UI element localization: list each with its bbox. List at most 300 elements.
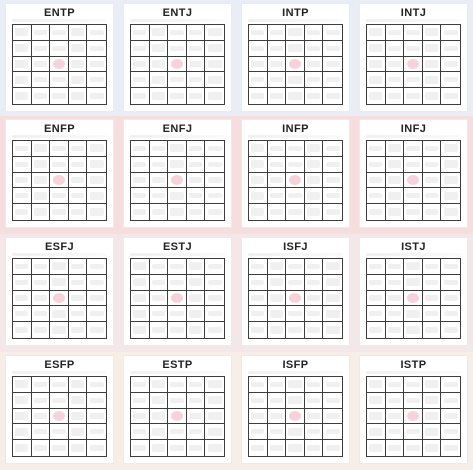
bingo-cell [268, 259, 287, 275]
cell-text-placeholder [133, 162, 146, 167]
cell-text-placeholder [170, 46, 183, 51]
cell-text-placeholder [326, 30, 340, 35]
cell-text-placeholder [71, 428, 84, 436]
bingo-card-title: ENTP [44, 7, 75, 19]
bingo-cell [404, 377, 423, 393]
cell-text-placeholder [15, 146, 28, 151]
cell-text-placeholder [152, 60, 165, 68]
bingo-cell [305, 204, 324, 220]
cell-text-placeholder [307, 382, 320, 387]
bingo-cell [50, 322, 69, 338]
bingo-cell [32, 157, 51, 173]
bingo-cell [69, 173, 88, 189]
bingo-cell [69, 409, 88, 425]
cell-text-placeholder [388, 398, 401, 403]
cell-text-placeholder [288, 327, 301, 333]
cell-text-placeholder [170, 30, 183, 35]
bingo-cell [187, 424, 206, 440]
cell-text-placeholder [71, 444, 84, 453]
bingo-cell [367, 41, 386, 57]
cell-text-placeholder [189, 326, 202, 335]
bingo-cell [249, 322, 268, 338]
center-mark [289, 411, 302, 422]
bingo-cell [131, 157, 150, 173]
bingo-cell [404, 72, 423, 88]
bingo-cell [367, 440, 386, 456]
bingo-cell [13, 173, 32, 189]
bingo-cell [87, 322, 106, 338]
bingo-cell [32, 41, 51, 57]
cell-text-placeholder [326, 413, 340, 418]
bingo-cell [249, 41, 268, 57]
cell-text-placeholder [152, 162, 165, 167]
bingo-cell [441, 275, 460, 291]
bingo-card [359, 355, 468, 464]
cell-text-placeholder [388, 93, 401, 99]
cell-text-placeholder [152, 327, 165, 333]
bingo-cell [386, 377, 405, 393]
bingo-cell [69, 306, 88, 322]
bingo-cell [441, 377, 460, 393]
bingo-cell [423, 173, 442, 189]
bingo-card-title: INFJ [400, 123, 427, 135]
bingo-cell [441, 424, 460, 440]
bingo-grid [248, 140, 343, 221]
bingo-cell [249, 377, 268, 393]
cell-text-placeholder [170, 398, 183, 403]
cell-text-placeholder [388, 160, 401, 168]
cell-text-placeholder [52, 429, 65, 434]
cell-text-placeholder [288, 28, 301, 36]
cell-text-placeholder [208, 327, 222, 333]
bingo-cell [131, 173, 150, 189]
bingo-cell [386, 57, 405, 73]
cell-text-placeholder [90, 311, 104, 316]
bingo-card [123, 119, 232, 228]
cell-text-placeholder [388, 445, 401, 451]
bingo-cell [441, 57, 460, 73]
bingo-cell [50, 409, 69, 425]
cell-text-placeholder [189, 177, 202, 182]
cell-text-placeholder [133, 146, 146, 151]
cell-text-placeholder [369, 92, 382, 101]
bingo-cell [423, 72, 442, 88]
cell-text-placeholder [133, 209, 146, 215]
bingo-cell [69, 188, 88, 204]
cell-text-placeholder [208, 444, 222, 453]
cell-text-placeholder [90, 192, 104, 200]
bingo-cell [87, 259, 106, 275]
cell-text-placeholder [369, 264, 382, 269]
cell-text-placeholder [15, 28, 28, 36]
bingo-cell [131, 322, 150, 338]
cell-text-placeholder [15, 428, 28, 436]
cell-text-placeholder [307, 208, 320, 217]
bingo-cell [69, 322, 88, 338]
bingo-cell [367, 157, 386, 173]
bingo-cell [249, 204, 268, 220]
cell-text-placeholder [15, 295, 28, 300]
bingo-cell [367, 72, 386, 88]
cell-text-placeholder [251, 398, 264, 403]
bingo-cell [268, 88, 287, 104]
cell-text-placeholder [71, 412, 84, 420]
cell-text-placeholder [369, 311, 382, 316]
cell-text-placeholder [251, 445, 264, 451]
cell-text-placeholder [326, 429, 340, 434]
bingo-cell [87, 57, 106, 73]
bingo-cell [150, 409, 169, 425]
bingo-cell [386, 25, 405, 41]
bingo-cell [13, 440, 32, 456]
cell-text-placeholder [34, 61, 47, 66]
cell-text-placeholder [170, 264, 183, 269]
cell-text-placeholder [251, 77, 264, 82]
bingo-cell [150, 188, 169, 204]
cell-text-placeholder [152, 92, 165, 101]
center-mark [407, 175, 420, 186]
bingo-cell [423, 393, 442, 409]
cell-text-placeholder [326, 398, 340, 403]
skyline-decoration [12, 19, 107, 22]
bingo-cell [32, 188, 51, 204]
bingo-cell [150, 72, 169, 88]
bingo-cell [286, 57, 305, 73]
bingo-grid [366, 140, 461, 221]
bingo-cell [205, 204, 224, 220]
bingo-cell [32, 440, 51, 456]
cell-text-placeholder [189, 413, 202, 418]
cell-text-placeholder [326, 46, 340, 51]
cell-text-placeholder [270, 146, 283, 151]
cell-text-placeholder [307, 429, 320, 434]
cell-text-placeholder [326, 162, 340, 167]
bingo-cell [367, 306, 386, 322]
bingo-cell [249, 88, 268, 104]
cell-text-placeholder [52, 146, 65, 151]
cell-text-placeholder [288, 311, 301, 316]
bingo-cell [441, 173, 460, 189]
cell-text-placeholder [288, 76, 301, 84]
bingo-cell [168, 188, 187, 204]
cell-text-placeholder [152, 146, 165, 151]
cell-text-placeholder [270, 278, 283, 286]
bingo-cell [323, 259, 342, 275]
cell-text-placeholder [90, 93, 104, 99]
bingo-cell [205, 57, 224, 73]
cell-text-placeholder [71, 380, 84, 388]
bingo-cell [205, 188, 224, 204]
bingo-cell [168, 306, 187, 322]
bingo-cell [187, 259, 206, 275]
bingo-card-title: ENFJ [162, 123, 193, 135]
bingo-card [123, 355, 232, 464]
skyline-decoration [12, 371, 107, 374]
bingo-cell [367, 409, 386, 425]
bingo-grid [366, 258, 461, 339]
bingo-cell [69, 41, 88, 57]
bingo-cell [404, 322, 423, 338]
bingo-cell [87, 141, 106, 157]
bingo-cell [168, 72, 187, 88]
cell-text-placeholder [444, 413, 458, 418]
cell-text-placeholder [152, 412, 165, 420]
skyline-decoration [12, 135, 107, 138]
bingo-cell [286, 424, 305, 440]
bingo-cell [13, 141, 32, 157]
bingo-cell [69, 424, 88, 440]
bingo-cell [404, 275, 423, 291]
cell-text-placeholder [307, 46, 320, 51]
cell-text-placeholder [444, 264, 458, 269]
bingo-cell [32, 377, 51, 393]
bingo-cell [168, 322, 187, 338]
cell-text-placeholder [251, 280, 264, 285]
bingo-cell [150, 393, 169, 409]
bingo-cell [131, 306, 150, 322]
cell-text-placeholder [444, 77, 458, 82]
bingo-cell [69, 259, 88, 275]
bingo-cell [305, 409, 324, 425]
cell-text-placeholder [71, 209, 84, 215]
cell-text-placeholder [388, 30, 401, 35]
bingo-cell [323, 141, 342, 157]
cell-text-placeholder [307, 413, 320, 418]
cell-text-placeholder [15, 162, 28, 167]
cell-text-placeholder [189, 77, 202, 82]
cell-text-placeholder [425, 177, 438, 182]
cell-text-placeholder [52, 193, 65, 198]
cell-text-placeholder [251, 192, 264, 200]
bingo-cell [50, 88, 69, 104]
bingo-cell [69, 141, 88, 157]
cell-text-placeholder [425, 396, 438, 404]
cell-text-placeholder [270, 30, 283, 35]
skyline-decoration [248, 371, 343, 374]
cell-text-placeholder [52, 382, 65, 387]
bingo-cell [367, 173, 386, 189]
cell-text-placeholder [406, 77, 419, 82]
bingo-cell [32, 424, 51, 440]
cell-text-placeholder [425, 92, 438, 101]
cell-text-placeholder [208, 412, 222, 420]
bingo-card [359, 119, 468, 228]
bingo-cell [87, 157, 106, 173]
cell-text-placeholder [189, 162, 202, 167]
bingo-cell [305, 306, 324, 322]
cell-text-placeholder [307, 77, 320, 82]
bingo-cell [131, 41, 150, 57]
bingo-cell [187, 393, 206, 409]
bingo-cell [404, 57, 423, 73]
cell-text-placeholder [369, 146, 382, 151]
cell-text-placeholder [425, 28, 438, 36]
cell-text-placeholder [152, 444, 165, 453]
cell-text-placeholder [71, 146, 84, 151]
cell-text-placeholder [208, 396, 222, 404]
cell-text-placeholder [369, 28, 382, 36]
cell-text-placeholder [307, 295, 320, 300]
cell-text-placeholder [15, 44, 28, 52]
bingo-cell [286, 275, 305, 291]
bingo-cell [187, 204, 206, 220]
bingo-grid [248, 376, 343, 457]
bingo-cell [205, 291, 224, 307]
cell-text-placeholder [71, 327, 84, 333]
bingo-cell [150, 377, 169, 393]
bingo-cell [323, 409, 342, 425]
bingo-cell [323, 322, 342, 338]
bingo-cell [286, 440, 305, 456]
cell-text-placeholder [406, 93, 419, 99]
bingo-cell [50, 377, 69, 393]
cell-text-placeholder [307, 327, 320, 333]
cell-text-placeholder [444, 30, 458, 35]
bingo-cell [69, 393, 88, 409]
cell-text-placeholder [369, 177, 382, 182]
bingo-cell [404, 291, 423, 307]
cell-text-placeholder [326, 93, 340, 99]
center-mark [171, 411, 184, 422]
bingo-cell [286, 157, 305, 173]
bingo-cell [69, 157, 88, 173]
cell-text-placeholder [52, 46, 65, 51]
cell-text-placeholder [388, 311, 401, 316]
bingo-cell [423, 259, 442, 275]
cell-text-placeholder [369, 162, 382, 167]
cell-text-placeholder [71, 396, 84, 404]
cell-text-placeholder [152, 280, 165, 285]
bingo-cell [367, 259, 386, 275]
cell-text-placeholder [369, 327, 382, 333]
cell-text-placeholder [189, 398, 202, 403]
cell-text-placeholder [133, 46, 146, 51]
bingo-cell [50, 41, 69, 57]
cell-text-placeholder [326, 77, 340, 82]
cell-text-placeholder [71, 280, 84, 285]
cell-text-placeholder [170, 93, 183, 99]
bingo-cell [323, 377, 342, 393]
bingo-cell [13, 291, 32, 307]
cell-text-placeholder [15, 209, 28, 215]
bingo-cell [69, 57, 88, 73]
bingo-cell [268, 322, 287, 338]
cell-text-placeholder [251, 93, 264, 99]
bingo-card [123, 3, 232, 112]
cell-text-placeholder [52, 162, 65, 167]
cell-text-placeholder [270, 46, 283, 51]
cell-text-placeholder [170, 208, 183, 217]
cell-text-placeholder [52, 93, 65, 99]
cell-text-placeholder [170, 327, 183, 333]
cell-text-placeholder [152, 295, 165, 300]
bingo-cell [268, 173, 287, 189]
cell-text-placeholder [90, 46, 104, 51]
bingo-card [5, 3, 114, 112]
center-mark [407, 293, 420, 304]
cell-text-placeholder [90, 445, 104, 451]
bingo-grid [12, 24, 107, 105]
bingo-cell [386, 204, 405, 220]
cell-text-placeholder [152, 193, 165, 198]
cell-text-placeholder [288, 209, 301, 215]
cell-text-placeholder [388, 208, 401, 217]
bingo-cell [441, 291, 460, 307]
cell-text-placeholder [307, 398, 320, 403]
cell-text-placeholder [288, 428, 301, 436]
cell-text-placeholder [251, 144, 264, 152]
bingo-card-title: ISTJ [401, 241, 426, 253]
cell-text-placeholder [326, 61, 340, 66]
skyline-decoration [130, 371, 225, 374]
cell-text-placeholder [52, 209, 65, 215]
cell-text-placeholder [133, 398, 146, 403]
bingo-cell [168, 291, 187, 307]
bingo-cell [305, 72, 324, 88]
bingo-cell [386, 141, 405, 157]
bingo-cell [50, 306, 69, 322]
cell-text-placeholder [326, 326, 340, 335]
cell-text-placeholder [170, 382, 183, 387]
cell-text-placeholder [208, 162, 222, 167]
bingo-cell [50, 57, 69, 73]
bingo-cell [205, 141, 224, 157]
bingo-cell [69, 291, 88, 307]
bingo-cell [323, 25, 342, 41]
bingo-cell [268, 41, 287, 57]
cell-text-placeholder [406, 193, 419, 198]
cell-text-placeholder [34, 327, 47, 333]
bingo-cell [249, 141, 268, 157]
bingo-card [5, 355, 114, 464]
bingo-cell [323, 157, 342, 173]
bingo-cell [323, 306, 342, 322]
bingo-cell [404, 204, 423, 220]
cell-text-placeholder [133, 30, 146, 35]
cell-text-placeholder [388, 327, 401, 333]
bingo-cell [323, 173, 342, 189]
cell-text-placeholder [34, 144, 47, 152]
bingo-cell [323, 440, 342, 456]
bingo-cell [305, 173, 324, 189]
cell-text-placeholder [388, 61, 401, 66]
cell-text-placeholder [251, 327, 264, 333]
bingo-cell [87, 377, 106, 393]
bingo-grid [248, 258, 343, 339]
cell-text-placeholder [288, 264, 301, 269]
bingo-cell [187, 322, 206, 338]
cell-text-placeholder [369, 280, 382, 285]
bingo-cell [268, 275, 287, 291]
bingo-cell [168, 88, 187, 104]
bingo-cell [168, 157, 187, 173]
bingo-grid [12, 376, 107, 457]
cell-text-placeholder [270, 193, 283, 198]
bingo-cell [50, 259, 69, 275]
bingo-cell [205, 377, 224, 393]
bingo-cell [131, 291, 150, 307]
bingo-cell [286, 88, 305, 104]
cell-text-placeholder [444, 93, 458, 99]
bingo-cell [131, 141, 150, 157]
cell-text-placeholder [288, 193, 301, 198]
bingo-cell [168, 41, 187, 57]
bingo-cell [268, 440, 287, 456]
cell-text-placeholder [307, 61, 320, 66]
cell-text-placeholder [425, 193, 438, 198]
bingo-cell [386, 259, 405, 275]
cell-text-placeholder [133, 310, 146, 318]
